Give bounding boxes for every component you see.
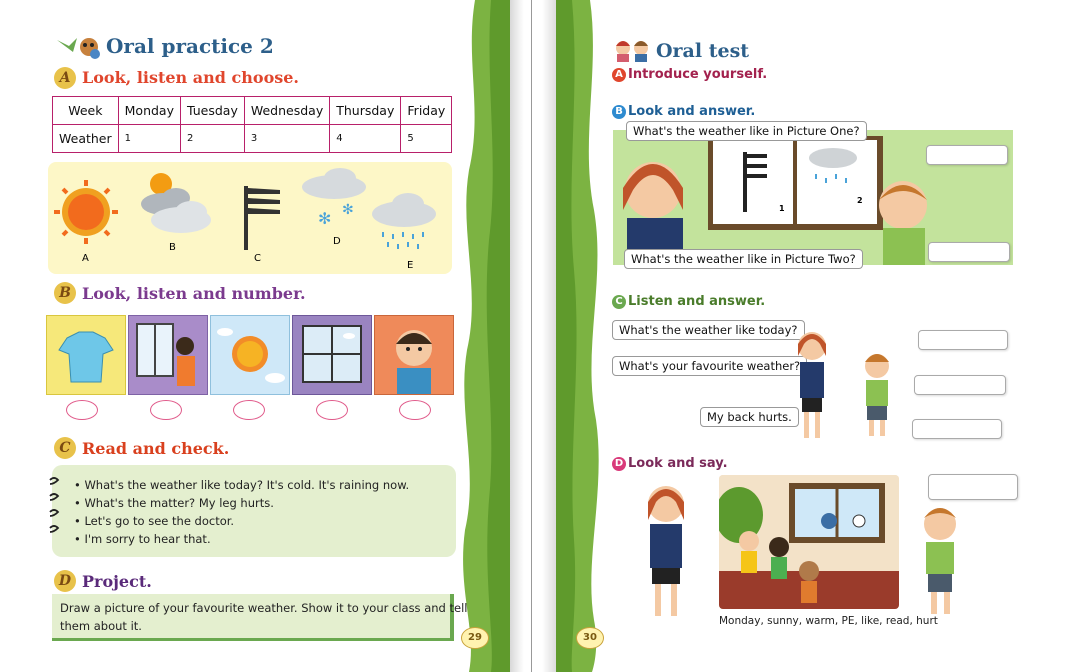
school-scene-picture bbox=[719, 475, 899, 609]
section-b-title: Look and answer. bbox=[628, 104, 756, 119]
sunny-icon bbox=[54, 180, 118, 244]
picture-window bbox=[292, 315, 372, 395]
page-number-badge bbox=[461, 627, 489, 649]
table-cell: Tuesday bbox=[181, 97, 245, 125]
answer-box-b2[interactable] bbox=[928, 242, 1010, 262]
question-bubble-c2: What's your favourite weather? bbox=[612, 356, 807, 376]
ordering-hooks-icon bbox=[46, 476, 62, 540]
table-cell: Thursday bbox=[330, 97, 401, 125]
green-page-edge bbox=[455, 0, 510, 672]
section-badge-a: A bbox=[612, 68, 626, 82]
dialogue-line-1: • What's the weather like today? It's cold. It's raining now. bbox=[74, 478, 410, 492]
question-bubble-c1: What's the weather like today? bbox=[612, 320, 805, 340]
table-cell: Weather bbox=[53, 125, 119, 153]
section-b-title: Look, listen and number. bbox=[82, 284, 306, 303]
picture-tshirt bbox=[46, 315, 126, 395]
answer-oval-4[interactable] bbox=[316, 400, 348, 420]
section-d-title: Project. bbox=[82, 572, 152, 591]
snowy-icon bbox=[302, 168, 366, 228]
weather-label-a: A bbox=[82, 253, 89, 264]
weather-label-e: E bbox=[407, 260, 414, 271]
pic-label-1: 1 bbox=[779, 204, 785, 213]
section-d-title: Look and say. bbox=[628, 456, 728, 471]
title-kids-icon bbox=[613, 38, 653, 62]
rainy-icon bbox=[372, 193, 436, 249]
table-cell: Friday bbox=[401, 97, 452, 125]
question-bubble-b1: What's the weather like in Picture One? bbox=[626, 121, 867, 141]
cloudy-icon bbox=[141, 173, 211, 233]
spine-line bbox=[531, 0, 532, 672]
project-box bbox=[52, 594, 468, 641]
title-icon bbox=[55, 32, 103, 60]
svg-text:✻: ✻ bbox=[342, 202, 354, 218]
answer-cell-3[interactable]: 3 bbox=[244, 125, 329, 153]
answer-oval-1[interactable] bbox=[66, 400, 98, 420]
left-page bbox=[0, 0, 510, 672]
dialogue-line-3: • Let's go to see the doctor. bbox=[74, 514, 235, 528]
answer-box-b1[interactable] bbox=[926, 145, 1008, 165]
answer-cell-1[interactable]: 1 bbox=[118, 125, 180, 153]
green-page-edge-right bbox=[556, 0, 606, 672]
teacher-figure bbox=[636, 480, 706, 620]
answer-box-d1[interactable] bbox=[928, 474, 1018, 500]
section-badge-a: A bbox=[54, 67, 76, 89]
teacher-and-boy-figures bbox=[792, 328, 902, 444]
picture-sunny bbox=[210, 315, 290, 395]
page-number-badge bbox=[576, 627, 604, 649]
weather-label-b: B bbox=[169, 242, 176, 253]
dialogue-line-4: • I'm sorry to hear that. bbox=[74, 532, 211, 546]
answer-oval-3[interactable] bbox=[233, 400, 265, 420]
page-number: 30 bbox=[583, 632, 597, 643]
dialogue-line-2: • What's the matter? My leg hurts. bbox=[74, 496, 274, 510]
answer-cell-5[interactable]: 5 bbox=[401, 125, 452, 153]
table-cell: Monday bbox=[118, 97, 180, 125]
section-badge-c: C bbox=[54, 437, 76, 459]
page-title: Oral test bbox=[656, 40, 750, 62]
right-page bbox=[556, 0, 1066, 672]
section-badge-d: D bbox=[612, 457, 626, 471]
section-badge-b: B bbox=[54, 282, 76, 304]
weather-label-c: C bbox=[254, 253, 261, 264]
section-badge-b: B bbox=[612, 105, 626, 119]
question-bubble-b2: What's the weather like in Picture Two? bbox=[624, 249, 863, 269]
answer-cell-2[interactable]: 2 bbox=[181, 125, 245, 153]
pic-label-2: 2 bbox=[857, 196, 863, 205]
answer-box-c2[interactable] bbox=[914, 375, 1006, 395]
page-title: Oral practice 2 bbox=[106, 34, 274, 58]
answer-cell-4[interactable]: 4 bbox=[330, 125, 401, 153]
windy-icon bbox=[244, 186, 280, 250]
project-text-line2: them about it. bbox=[60, 619, 142, 633]
section-a-title: Introduce yourself. bbox=[628, 67, 768, 82]
weather-table bbox=[52, 96, 452, 153]
section-badge-d: D bbox=[54, 570, 76, 592]
answer-box-c1[interactable] bbox=[918, 330, 1008, 350]
section-c-title: Listen and answer. bbox=[628, 294, 766, 309]
keywords-caption: Monday, sunny, warm, PE, like, read, hurt bbox=[719, 615, 938, 627]
answer-oval-5[interactable] bbox=[399, 400, 431, 420]
svg-text:✻: ✻ bbox=[318, 209, 332, 228]
project-text-line1: Draw a picture of your favourite weather. Show it to your class and tell bbox=[60, 601, 468, 615]
section-badge-c: C bbox=[612, 295, 626, 309]
answer-oval-2[interactable] bbox=[150, 400, 182, 420]
picture-boy-window bbox=[128, 315, 208, 395]
boy-figure bbox=[916, 500, 966, 620]
question-bubble-c3: My back hurts. bbox=[700, 407, 799, 427]
section-c-title: Read and check. bbox=[82, 439, 230, 458]
section-a-title: Look, listen and choose. bbox=[82, 68, 299, 87]
weather-label-d: D bbox=[333, 236, 341, 247]
table-cell: Week bbox=[53, 97, 119, 125]
book-spine bbox=[510, 0, 556, 672]
picture-sick-boy bbox=[374, 315, 454, 395]
answer-box-c3[interactable] bbox=[912, 419, 1002, 439]
dialogue-box bbox=[52, 465, 456, 557]
table-cell: Wednesday bbox=[244, 97, 329, 125]
table-row bbox=[53, 97, 452, 125]
weather-panel bbox=[48, 162, 452, 274]
page-number: 29 bbox=[468, 632, 482, 643]
table-row bbox=[53, 125, 452, 153]
